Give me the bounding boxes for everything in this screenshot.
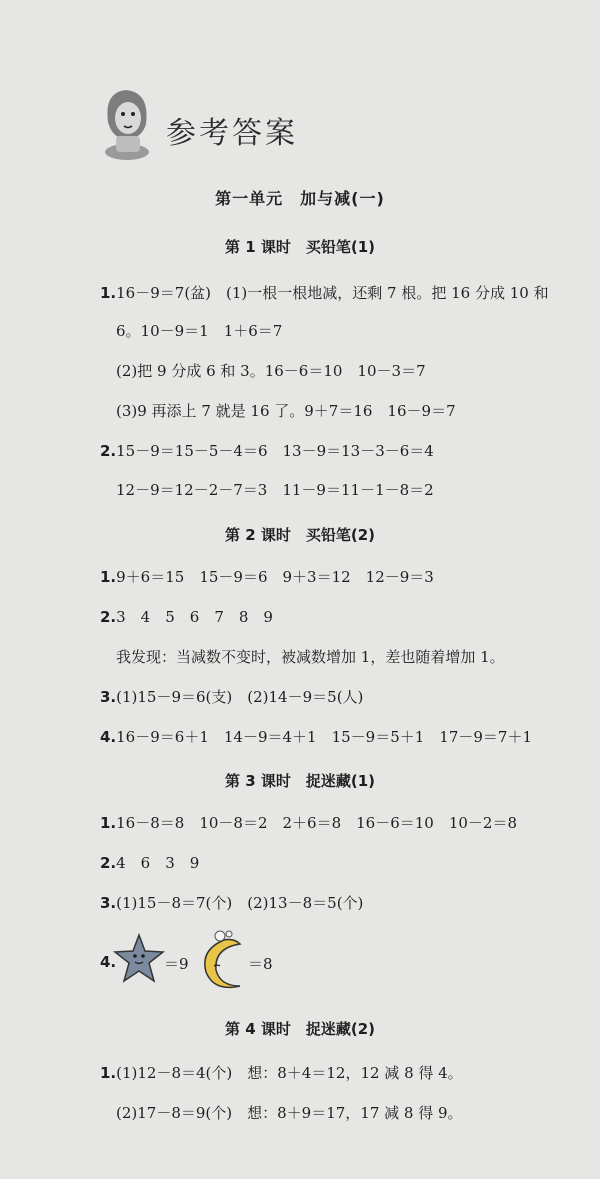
answer-line [100, 440, 434, 461]
answer-text: (1)15－8＝7(个) (2)13－8＝5(个) [116, 894, 364, 912]
question-number: 4. [100, 728, 117, 746]
answer-line [100, 686, 363, 707]
answer-text: 16－9＝7(盆) (1)一根一根地减，还剩 7 根。把 16 分成 10 和 [116, 284, 549, 302]
answer-text: 3 4 5 6 7 8 9 [116, 608, 273, 626]
question-number: 1. [100, 814, 117, 832]
answer-line: 12－9＝12－2－7＝3 11－9＝11－1－8＝2 [116, 481, 434, 499]
answer-line [100, 812, 517, 833]
answer-text: 9＋6＝15 15－9＝6 9＋3＝12 12－9＝3 [116, 568, 434, 586]
answer-line [100, 852, 199, 873]
question-number: 3. [100, 894, 117, 912]
lesson-title: 第 1 课时 买铅笔(1) [224, 238, 376, 256]
question-number: 4. [100, 953, 117, 971]
answer-line [100, 606, 273, 627]
answer-text: 16－9＝6＋1 14－9＝4＋1 15－9＝5＋1 17－9＝7＋1 [116, 728, 533, 746]
answer-text: ＝9 [164, 955, 189, 973]
question-number: 2. [100, 442, 117, 460]
question-number: 1. [100, 1064, 117, 1082]
answer-text: (1)15－9＝6(支) (2)14－9＝5(人) [116, 688, 364, 706]
answer-text: 15－9＝15－5－4＝6 13－9＝13－3－6＝4 [116, 442, 434, 460]
question-number: 3. [100, 688, 117, 706]
answer-text: (1)12－8＝4(个) 想：8＋4＝12，12 减 8 得 4。 [116, 1064, 463, 1082]
answer-line: (2)17－8＝9(个) 想：8＋9＝17，17 减 8 得 9。 [116, 1104, 463, 1122]
page-title: 参考答案 [166, 116, 298, 151]
answer-line: 6。10－9＝1 1＋6＝7 [116, 322, 283, 340]
answer-line: (2)把 9 分成 6 和 3。16－6＝10 10－3＝7 [116, 362, 426, 380]
lesson-title: 第 4 课时 捉迷藏(2) [224, 1020, 376, 1038]
unit-title: 第一单元 加与减(一) [215, 189, 385, 208]
lesson-title: 第 2 课时 买铅笔(2) [224, 526, 376, 544]
star-icon [112, 932, 166, 984]
answer-text: ＝8 [248, 955, 273, 973]
moon-icon [200, 928, 252, 990]
answer-line: 我发现：当减数不变时，被减数增加 1，差也随着增加 1。 [116, 648, 505, 666]
question-number: 1. [100, 284, 117, 302]
answer-line [100, 566, 434, 587]
answer-line [100, 892, 363, 913]
answer-line: (3)9 再添上 7 就是 16 了。9＋7＝16 16－9＝7 [116, 402, 456, 420]
answer-line [100, 726, 532, 747]
lesson-title: 第 3 课时 捉迷藏(1) [224, 772, 376, 790]
answer-line [100, 282, 549, 303]
question-number: 1. [100, 568, 117, 586]
answer-line [100, 1062, 463, 1083]
cartoon-girl-icon [96, 82, 158, 164]
answer-text: 16－8＝8 10－8＝2 2＋6＝8 16－6＝10 10－2＝8 [116, 814, 518, 832]
question-number: 2. [100, 854, 117, 872]
answer-text: 4 6 3 9 [116, 854, 200, 872]
question-number: 2. [100, 608, 117, 626]
